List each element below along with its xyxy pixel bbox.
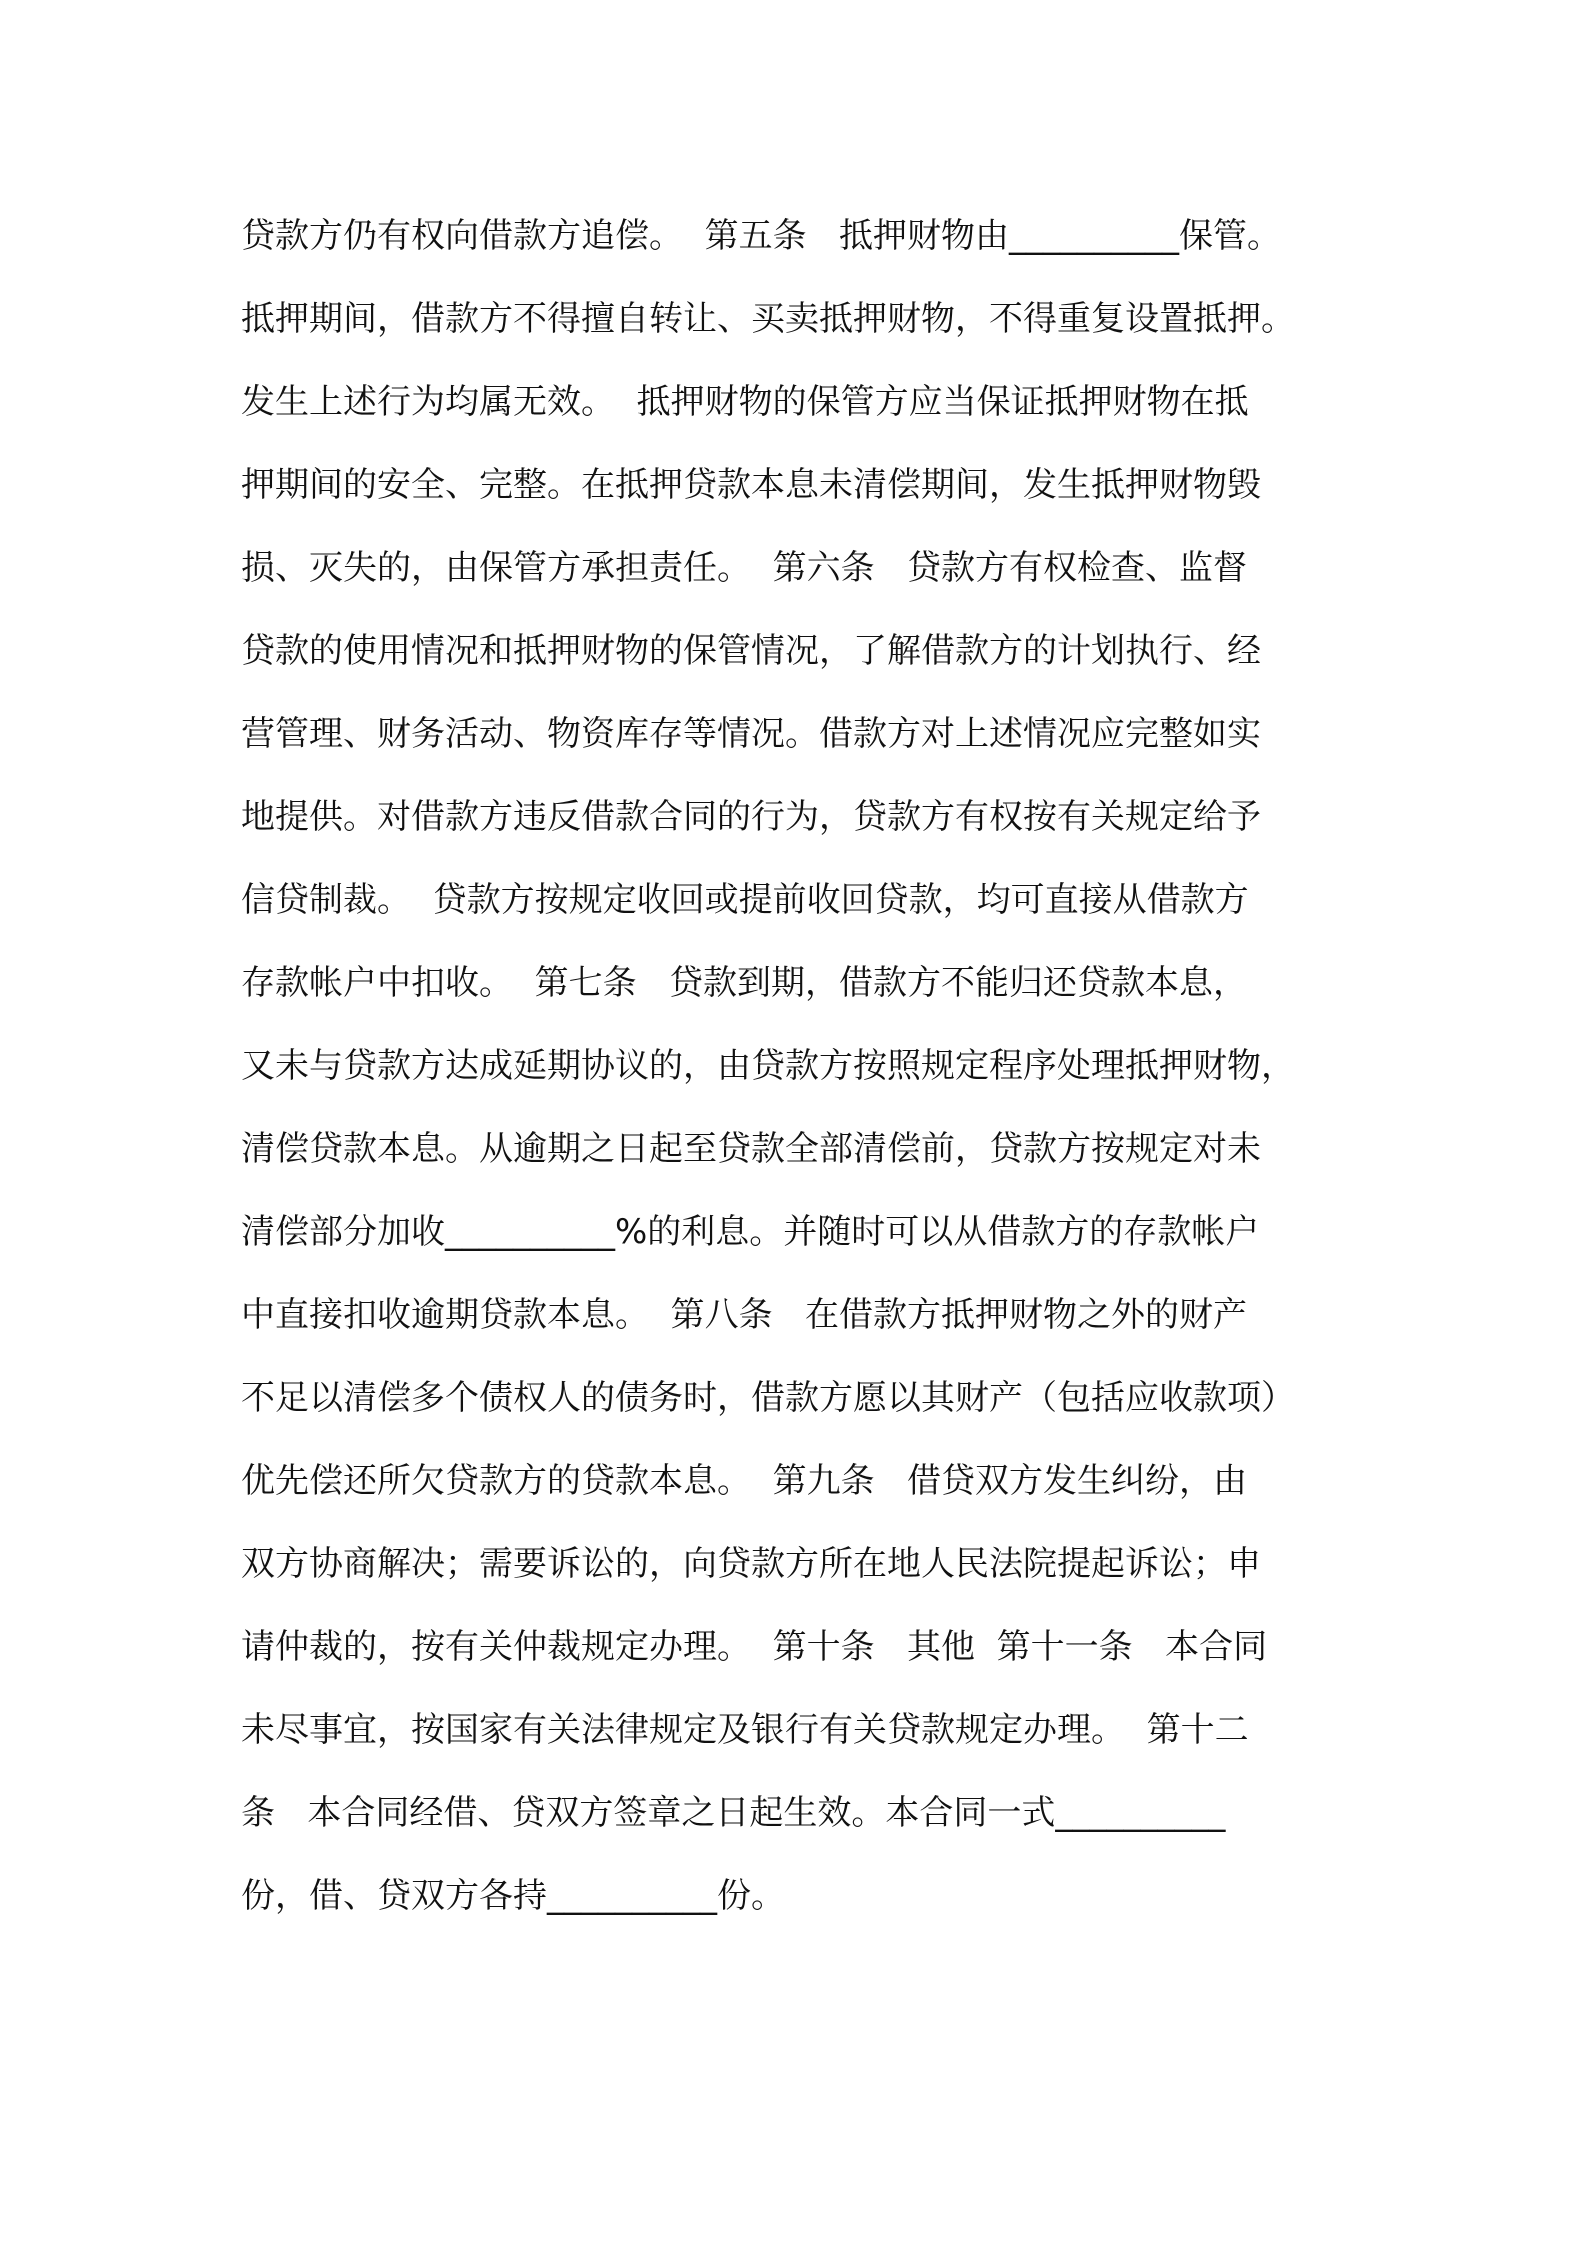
- text-line: 又未与贷款方达成延期协议的，由贷款方按照规定程序处理抵押财物，: [241, 1046, 1295, 1086]
- text-line: 双方协商解决；需要诉讼的，向贷款方所在地人民法院提起诉讼；申: [241, 1544, 1261, 1584]
- text-line: 请仲裁的，按有关仲裁规定办理。 第十条 其他 第十一条 本合同: [241, 1627, 1268, 1667]
- text-line: 中直接扣收逾期贷款本息。 第八条 在借款方抵押财物之外的财产: [241, 1295, 1248, 1335]
- text-line: 份，借、贷双方各持__________份。: [241, 1876, 785, 1916]
- text-line: 不足以清偿多个债权人的债务时，借款方愿以其财产（包括应收款项）: [241, 1378, 1295, 1418]
- text-line: 条 本合同经借、贷双方签章之日起生效。本合同一式__________: [241, 1793, 1226, 1833]
- text-line: 存款帐户中扣收。 第七条 贷款到期，借款方不能归还贷款本息，: [241, 963, 1248, 1003]
- text-line: 贷款方仍有权向借款方追偿。 第五条 抵押财物由__________保管。: [241, 216, 1282, 256]
- text-line: 未尽事宜，按国家有关法律规定及银行有关贷款规定办理。 第十二: [241, 1710, 1249, 1750]
- document-body: [241, 195, 1361, 1938]
- text-line: 信贷制裁。 贷款方按规定收回或提前收回贷款，均可直接从借款方: [241, 880, 1249, 920]
- text-line: 押期间的安全、完整。在抵押贷款本息未清偿期间，发生抵押财物毁: [241, 465, 1261, 505]
- text-line: 优先偿还所欠贷款方的贷款本息。 第九条 借贷双方发生纠纷，由: [241, 1461, 1248, 1501]
- text-line: 损、灭失的，由保管方承担责任。 第六条 贷款方有权检查、监督: [241, 548, 1248, 588]
- text-line: 营管理、财务活动、物资库存等情况。借款方对上述情况应完整如实: [241, 714, 1261, 754]
- text-line: 清偿部分加收__________%的利息。并随时可以从借款方的存款帐户: [241, 1212, 1260, 1252]
- text-line: 抵押期间，借款方不得擅自转让、买卖抵押财物，不得重复设置抵押。: [241, 299, 1295, 339]
- text-line: 地提供。对借款方违反借款合同的行为，贷款方有权按有关规定给予: [241, 797, 1261, 837]
- text-line: 贷款的使用情况和抵押财物的保管情况，了解借款方的计划执行、经: [241, 631, 1261, 671]
- text-line: 发生上述行为均属无效。 抵押财物的保管方应当保证抵押财物在抵: [241, 382, 1249, 422]
- text-line: 清偿贷款本息。从逾期之日起至贷款全部清偿前，贷款方按规定对未: [241, 1129, 1261, 1169]
